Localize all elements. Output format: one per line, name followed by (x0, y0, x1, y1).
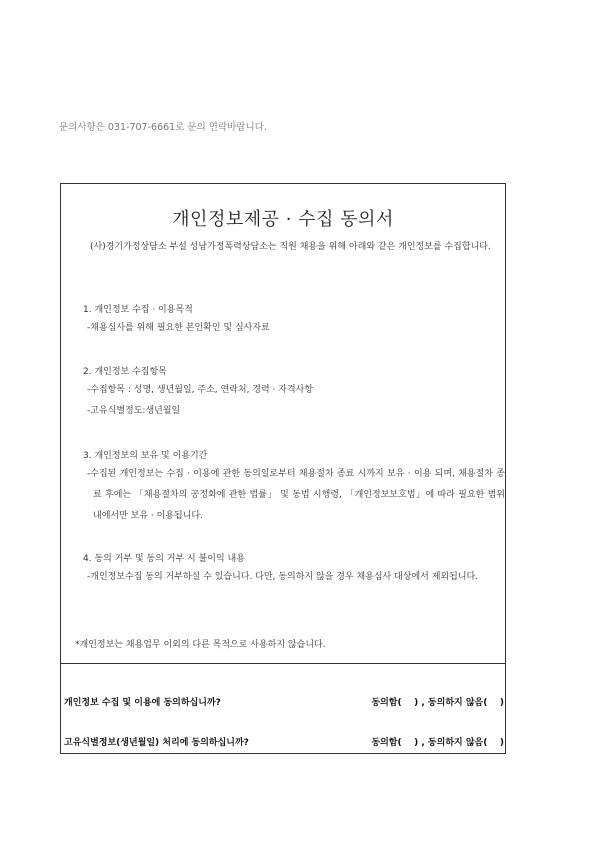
consent-row-unique-id (64, 735, 504, 748)
form-title: 개인정보제공 · 수집 동의서 (172, 209, 394, 230)
form-intro: (사)경기가정상담소 부설 성남가정폭력상담소는 직원 채용을 위해 아래와 같은 개인정보를 수집합니다. (90, 242, 491, 252)
consent-question: 고유식별정보(생년월일) 처리에 동의하십니까? (64, 738, 249, 748)
form-body (61, 184, 505, 664)
section-2-line-2: -고유식별정도:생년월일 (87, 406, 181, 416)
section-3-heading: 3. 개인정보의 보유 및 이용기간 (83, 451, 208, 461)
section-3-line: -수집된 개인정보는 수집 · 이용에 관한 동의일로부터 채용절차 종료 시까지 보유 · 이용 되며, 채용절차 종료 후에는 「채용절차의 공정화에 관한 법률」 및 동법 시행령, 「개인정보보호법」에 따라 필요한 범위 내에서만 보유 · 이용됩니다. (87, 469, 505, 521)
consent-question: 개인정보 수집 및 이용에 동의하십니까? (64, 698, 221, 708)
section-4-heading: 4. 동의 거부 및 동의 거부 시 불이익 내용 (83, 554, 245, 564)
consent-row-personal-info (64, 695, 504, 708)
consent-options[interactable]: 동의함( ) , 동의하지 않음( ) (371, 698, 504, 708)
consent-options[interactable]: 동의함( ) , 동의하지 않음( ) (371, 738, 504, 748)
section-2-heading: 2. 개인정보 수집항목 (83, 367, 167, 377)
section-4-line: -개인정보수집 동의 거부하실 수 있습니다. 다만, 동의하지 않을 경우 채용심사 대상에서 제외됩니다. (87, 572, 479, 582)
contact-note: 문의사항은 031-707-6661로 문의 연락바랍니다. (59, 122, 267, 133)
section-1-heading: 1. 개인정보 수집 · 이용목적 (83, 305, 193, 315)
consent-form (60, 183, 506, 754)
usage-note: *개인정보는 채용업무 이외의 다른 목적으로 사용하지 않습니다. (75, 640, 326, 650)
section-1-line: -채용심사를 위해 필요한 본인확인 및 심사자료 (87, 323, 270, 333)
section-2-line-1: -수집항목 : 성명, 생년월일, 주소, 연락처, 경력 · 자격사항 (87, 385, 314, 395)
